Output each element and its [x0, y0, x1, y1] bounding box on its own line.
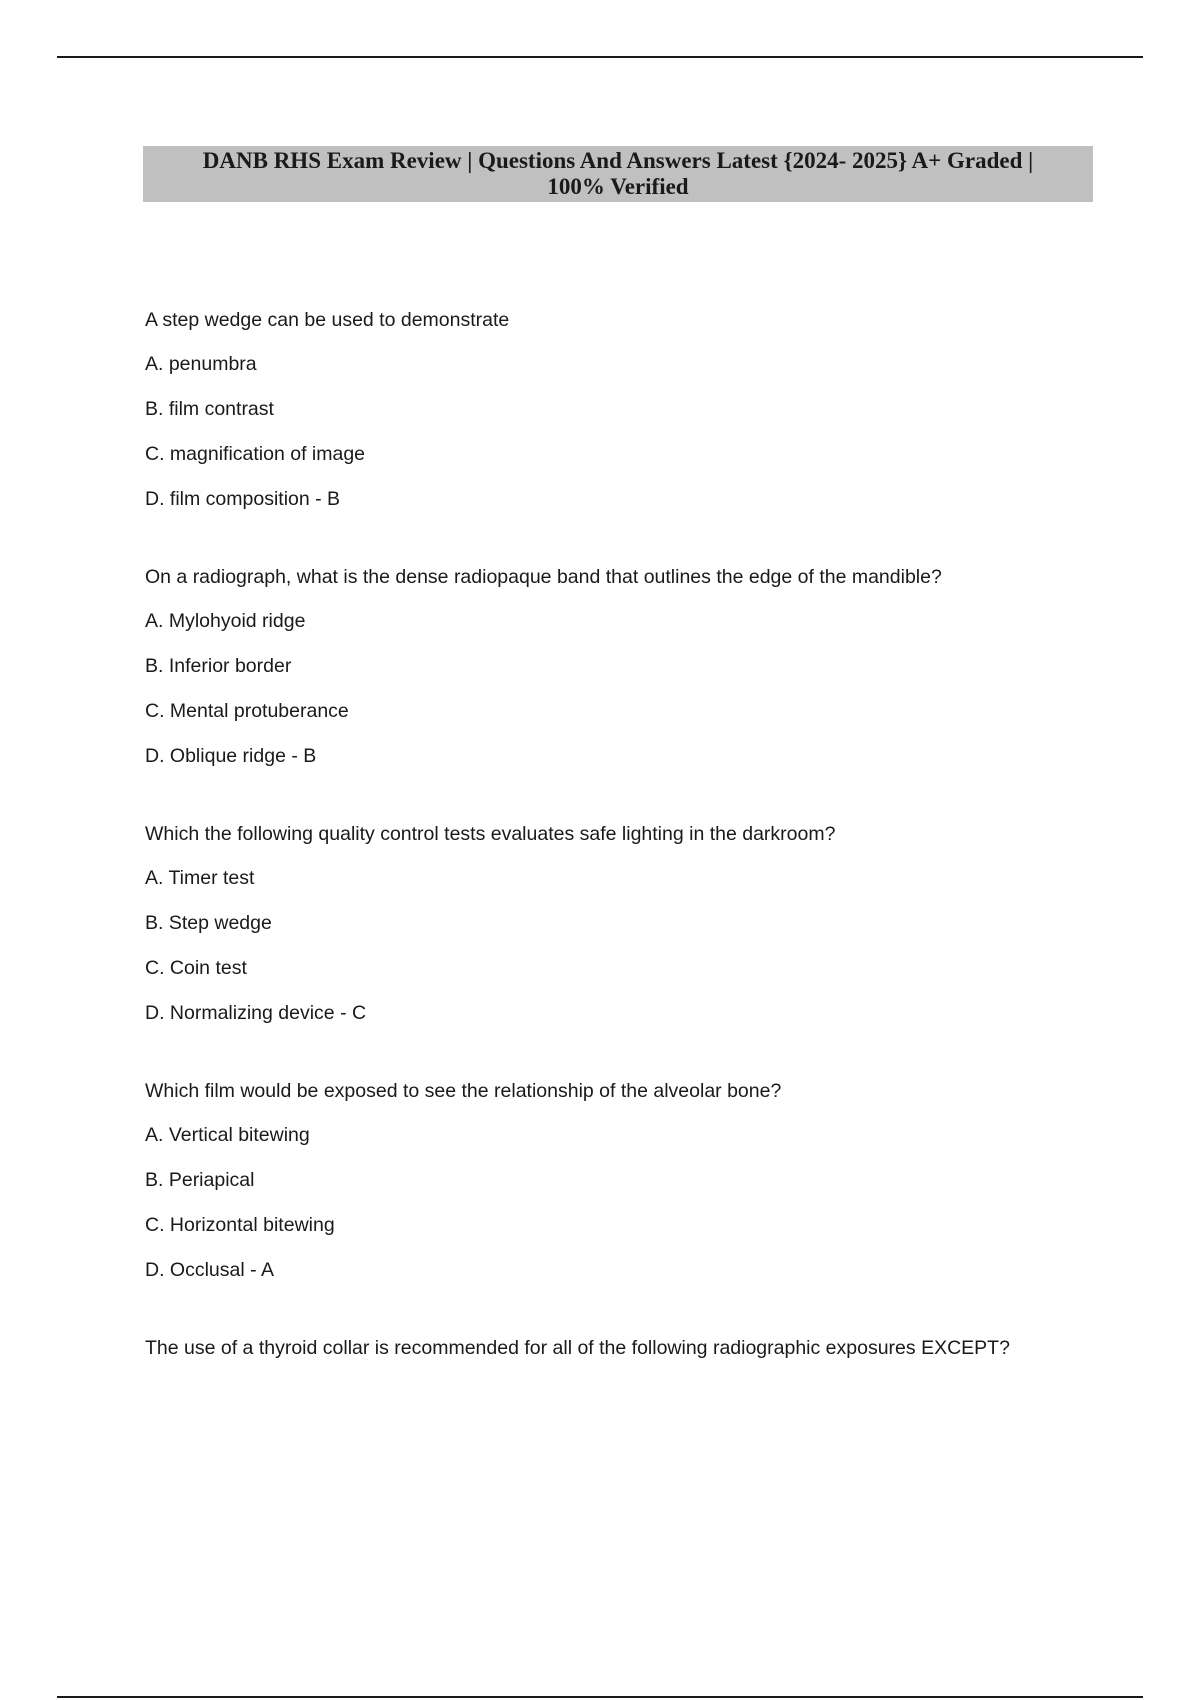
- answer-option-d: D. film composition - B: [145, 488, 341, 510]
- answer-option-b: B. Periapical: [145, 1169, 255, 1191]
- question-text: The use of a thyroid collar is recommended for all of the following radiographic exposures EXCEPT?: [145, 1337, 1010, 1359]
- answer-option-c: C. Coin test: [145, 957, 247, 979]
- answer-option-d: D. Occlusal - A: [145, 1259, 274, 1281]
- question-text: On a radiograph, what is the dense radiopaque band that outlines the edge of the mandible?: [145, 566, 942, 588]
- answer-option-a: A. Vertical bitewing: [145, 1124, 310, 1146]
- document-title-line-2: 100% Verified: [547, 174, 689, 199]
- question-list: [145, 306, 1095, 1378]
- answer-option-b: B. Step wedge: [145, 912, 272, 934]
- answer-option-a: A. Timer test: [145, 867, 255, 889]
- answer-option-c: C. magnification of image: [145, 443, 366, 465]
- answer-option-c: C. Mental protuberance: [145, 700, 349, 722]
- document-title-line-1: DANB RHS Exam Review | Questions And Answers Latest {2024- 2025} A+ Graded |: [202, 148, 1034, 173]
- document-title: [143, 146, 1093, 202]
- question-text: A step wedge can be used to demonstrate: [145, 309, 510, 331]
- answer-option-b: B. film contrast: [145, 398, 274, 420]
- answer-option-a: A. Mylohyoid ridge: [145, 610, 306, 632]
- answer-option-d: D. Oblique ridge - B: [145, 745, 317, 767]
- answer-option-c: C. Horizontal bitewing: [145, 1214, 335, 1236]
- footer-rule: [57, 1696, 1143, 1698]
- answer-option-b: B. Inferior border: [145, 655, 292, 677]
- answer-option-a: A. penumbra: [145, 353, 257, 375]
- question-5: [145, 1334, 1095, 1362]
- question-4: [145, 1077, 1095, 1284]
- question-2: [145, 563, 1095, 770]
- question-1: [145, 306, 1095, 513]
- question-3: [145, 820, 1095, 1027]
- header-rule: [57, 56, 1143, 58]
- answer-option-d: D. Normalizing device - C: [145, 1002, 367, 1024]
- question-text: Which the following quality control tests evaluates safe lighting in the darkroom?: [145, 823, 836, 845]
- question-text: Which film would be exposed to see the relationship of the alveolar bone?: [145, 1080, 782, 1102]
